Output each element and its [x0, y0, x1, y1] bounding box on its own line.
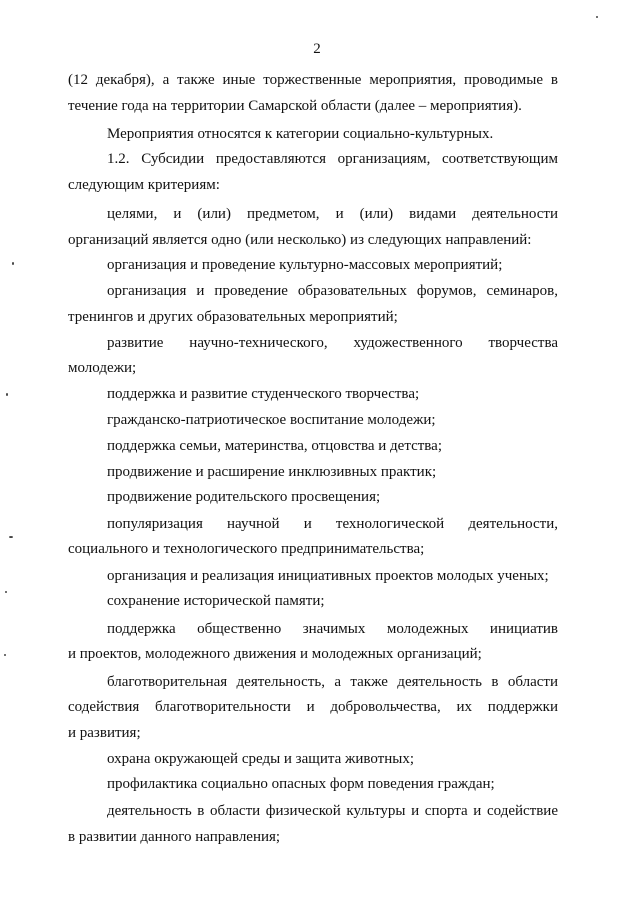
text-line: продвижение родительского просвещения;	[107, 489, 381, 505]
text-line: организация и проведение образовательных форумов, семинаров,	[107, 283, 558, 299]
text-line: охрана окружающей среды и защита животных;	[107, 751, 414, 767]
text-line: в развитии данного направления;	[68, 829, 281, 845]
text-line: продвижение и расширение инклюзивных практик;	[107, 464, 437, 480]
text-line: содействия благотворительности и добровольчества, их поддержки	[68, 699, 558, 715]
text-line: следующим критериям:	[68, 177, 220, 193]
text-line: гражданско-патриотическое воспитание молодежи;	[107, 412, 436, 428]
text-line: организация и реализация инициативных проектов молодых ученых;	[107, 568, 549, 584]
text-line: организация и проведение культурно-массовых мероприятий;	[107, 257, 503, 273]
text-line: социального и технологического предпринимательства;	[68, 541, 425, 557]
text-line: и развития;	[68, 725, 141, 741]
text-line: молодежи;	[68, 360, 137, 376]
text-line: деятельность в области физической культуры и спорта и содействие	[107, 803, 558, 819]
text-line: (12 декабря), а также иные торжественные мероприятия, проводимые в	[68, 72, 558, 88]
text-line: сохранение исторической памяти;	[107, 593, 325, 609]
text-line: поддержка семьи, материнства, отцовства и детства;	[107, 438, 443, 454]
text-line: популяризация научной и технологической деятельности,	[107, 516, 558, 532]
text-line: организаций является одно (или несколько) из следующих направлений:	[68, 232, 532, 248]
scan-speck	[12, 262, 14, 265]
text-line: течение года на территории Самарской области (далее – мероприятия).	[68, 98, 522, 114]
text-line: 1.2. Субсидии предоставляются организациям, соответствующим	[107, 151, 558, 167]
text-line: благотворительная деятельность, а также деятельность в области	[107, 674, 558, 690]
text-line: и проектов, молодежного движения и молодежных организаций;	[68, 646, 482, 662]
scan-speck	[9, 536, 13, 538]
text-line: тренингов и других образовательных мероприятий;	[68, 309, 398, 325]
text-line: развитие научно-технического, художественного творчества	[107, 335, 558, 351]
text-line: профилактика социально опасных форм поведения граждан;	[107, 776, 495, 792]
text-line: поддержка и развитие студенческого творчества;	[107, 386, 420, 402]
scan-speck	[4, 654, 6, 656]
text-line: целями, и (или) предметом, и (или) видами деятельности	[107, 206, 558, 222]
text-line: Мероприятия относятся к категории социально-культурных.	[107, 126, 494, 142]
text-line: поддержка общественно значимых молодежных инициатив	[107, 621, 558, 637]
scan-speck	[6, 393, 8, 396]
page-number: 2	[313, 41, 321, 57]
scan-speck	[5, 591, 7, 593]
scan-speck	[596, 16, 598, 18]
